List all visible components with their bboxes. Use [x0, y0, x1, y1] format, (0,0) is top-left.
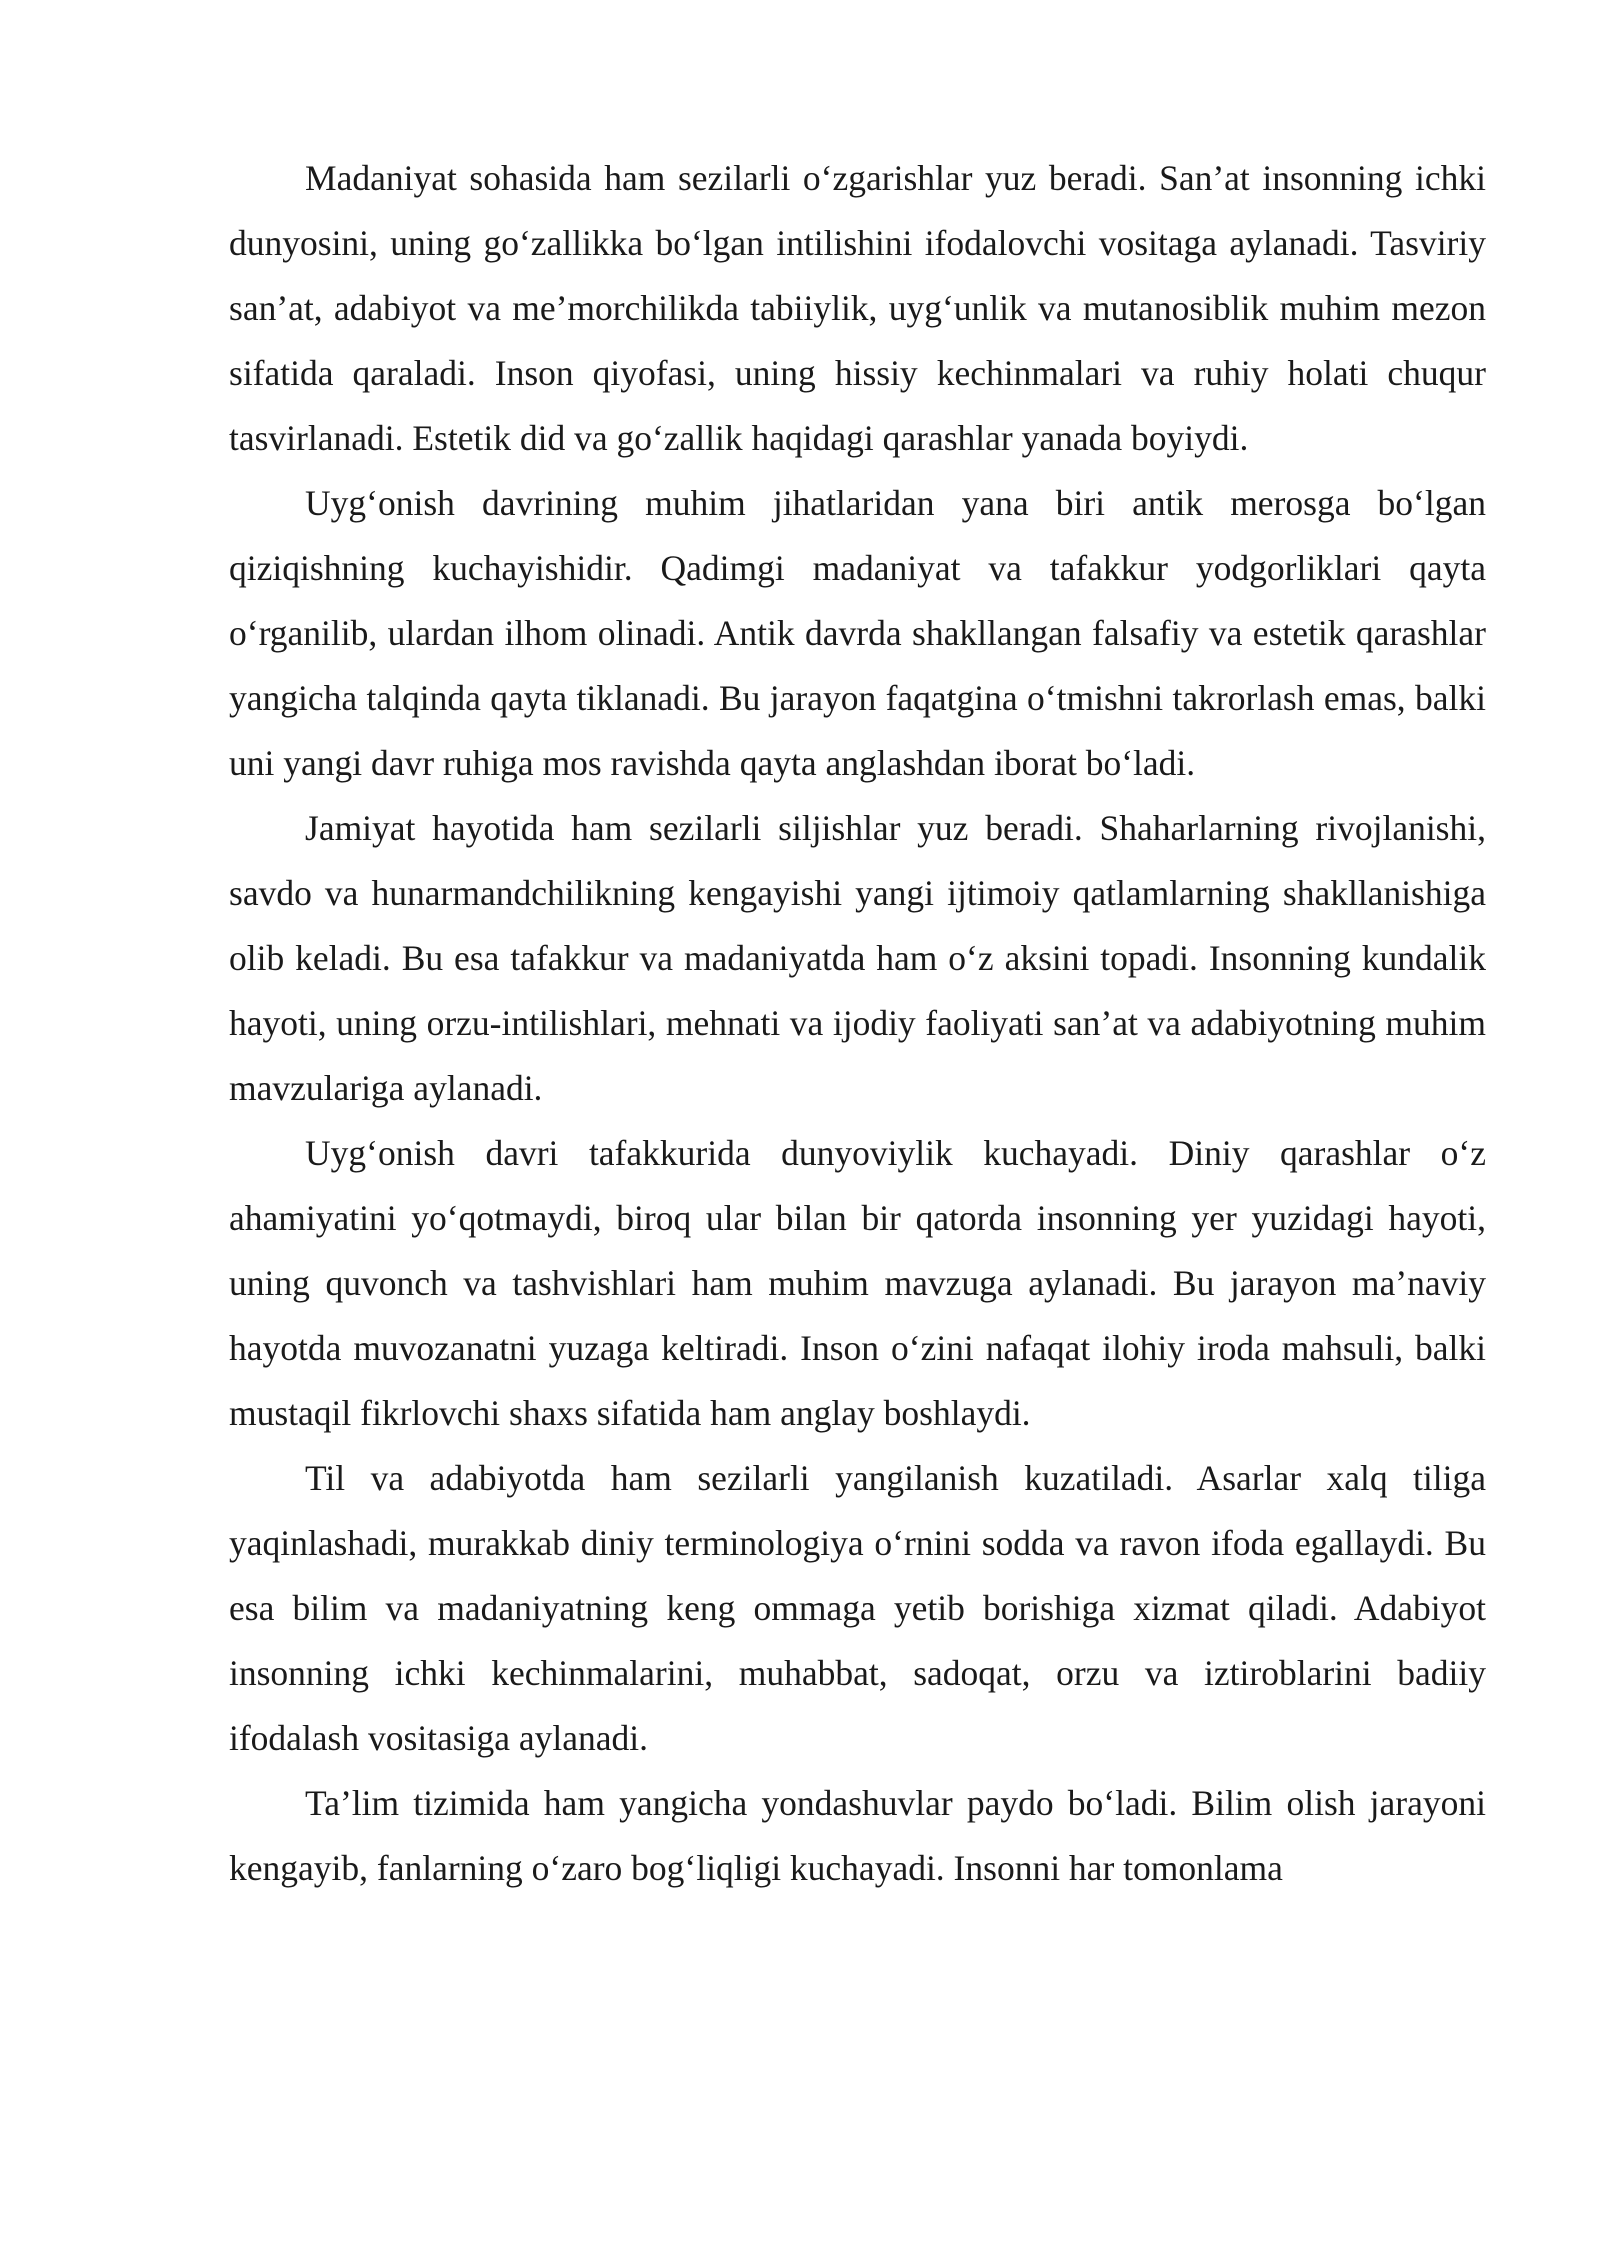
document-body	[229, 146, 1486, 1901]
paragraph-antik-meros: Uyg‘onish davrining muhim jihatlaridan yana biri antik merosga bo‘lgan qiziqishning kuchayishidir. Qadimgi madaniyat va tafakkur yodgorliklari qayta o‘rganilib, ulardan ilhom olinadi. Antik davrda shakllangan falsafiy va estetik qarashlar yangicha talqinda qayta tiklanadi. Bu jarayon faqatgina o‘tmishni takrorlash emas, balki uni yangi davr ruhiga mos ravishda qayta anglashdan iborat bo‘ladi.	[229, 483, 1486, 783]
paragraph-dunyoviylik: Uyg‘onish davri tafakkurida dunyoviylik kuchayadi. Diniy qarashlar o‘z ahamiyatini yo‘qotmaydi, biroq ular bilan bir qatorda insonning yer yuzidagi hayoti, uning quvonch va tashvishlari ham muhim mavzuga aylanadi. Bu jarayon ma’naviy hayotda muvozanatni yuzaga keltiradi. Inson o‘zini nafaqat ilohiy iroda mahsuli, balki mustaqil fikrlovchi shaxs sifatida ham anglay boshlaydi.	[229, 1133, 1486, 1433]
paragraph-til-adabiyot: Til va adabiyotda ham sezilarli yangilanish kuzatiladi. Asarlar xalq tiliga yaqinlashadi, murakkab diniy terminologiya o‘rnini sodda va ravon ifoda egallaydi. Bu esa bilim va madaniyatning keng ommaga yetib borishiga xizmat qiladi. Adabiyot insonning ichki kechinmalarini, muhabbat, sadoqat, orzu va iztiroblarini badiiy ifodalash vositasiga aylanadi.	[229, 1458, 1486, 1758]
paragraph-talim: Ta’lim tizimida ham yangicha yondashuvlar paydo bo‘ladi. Bilim olish jarayoni kengayib, fanlarning o‘zaro bog‘liqligi kuchayadi. Insonni har tomonlama	[229, 1783, 1486, 1888]
paragraph-jamiyat: Jamiyat hayotida ham sezilarli siljishlar yuz beradi. Shaharlarning rivojlanishi, savdo va hunarmandchilikning kengayishi yangi ijtimoiy qatlamlarning shakllanishiga olib keladi. Bu esa tafakkur va madaniyatda ham o‘z aksini topadi. Insonning kundalik hayoti, uning orzu-intilishlari, mehnati va ijodiy faoliyati san’at va adabiyotning muhim mavzulariga aylanadi.	[229, 808, 1486, 1108]
paragraph-madaniyat: Madaniyat sohasida ham sezilarli o‘zgarishlar yuz beradi. San’at insonning ichki dunyosini, uning go‘zallikka bo‘lgan intilishini ifodalovchi vositaga aylanadi. Tasviriy san’at, adabiyot va me’morchilikda tabiiylik, uyg‘unlik va mutanosiblik muhim mezon sifatida qaraladi. Inson qiyofasi, uning hissiy kechinmalari va ruhiy holati chuqur tasvirlanadi. Estetik did va go‘zallik haqidagi qarashlar yanada boyiydi.	[229, 158, 1486, 458]
